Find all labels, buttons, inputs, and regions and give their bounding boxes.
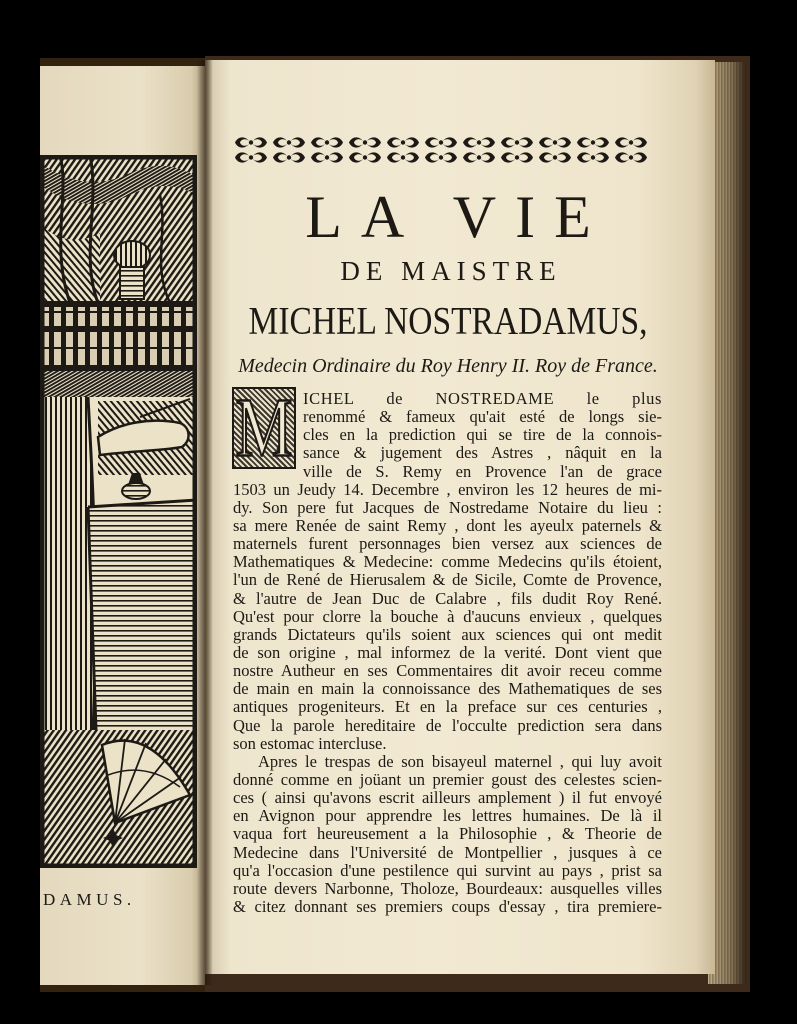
text-line: en Avignon pour apprendre les lettres humaines. De là il — [233, 806, 662, 826]
left-page-caption: DAMUS. — [43, 890, 136, 909]
page-title: LA VIE — [305, 184, 610, 250]
open-book-table — [88, 500, 197, 730]
writing-hand — [98, 399, 197, 475]
woodcut-illustration — [40, 155, 197, 868]
text-line: sance & jugement des Astres , nâquit en la — [303, 443, 662, 463]
drop-cap-initial — [232, 387, 296, 469]
dark-band — [40, 371, 197, 397]
text-line: antiques progeniteurs. Et en la preface sur ces centuries , — [233, 697, 662, 717]
text-line: maternels furent personnages bien versez aux sciences de — [233, 534, 662, 554]
text-line: cles en la prediction qui se tire de la connois- — [303, 425, 662, 445]
drop-cap-letter: M — [235, 387, 293, 469]
text-line: Apres le trespas de son bisayeul maternel , qui luy avoit — [258, 751, 662, 771]
text-line: Medecine dans l'Université de Montpellier , jusques à ce — [233, 842, 662, 862]
text-line: qu'a l'occasion d'une pestilence qui survint au pays , prist sa — [233, 860, 662, 880]
text-line: Que la parole hereditaire de l'occulte prediction sera dans — [233, 715, 662, 735]
text-line: ICHEL de NOSTREDAME le plus — [303, 389, 662, 408]
text-line: 1503 un Jeudy 14. Decembre , environ les 12 heures de mi- — [233, 479, 662, 499]
text-line: & l'autre de Jean Duc de Calabre , fils dudit Roy René. — [233, 588, 662, 608]
text-line: l'un de René de Hierusalem & de Sicile, Comte de Provence, — [233, 570, 662, 590]
text-line: de main en main la connoissance des Mathematiques de ses — [233, 679, 662, 699]
text-line: Mathematiques & Medecine: comme Medecins qu'ils étoient, — [233, 552, 662, 572]
bookshelf — [40, 301, 197, 371]
text-line: sa mere Renée de saint Remy , dont les ayeulx paternels & — [233, 515, 662, 535]
drapery — [40, 155, 197, 303]
title-prefix: DE MAISTRE — [340, 256, 562, 286]
text-line: vaqua fort heureusement a la Philosophie , & Theorie de — [233, 824, 662, 844]
book-gutter — [197, 60, 213, 985]
text-line: de son origine , mal informez de la verité. Dont vient que — [233, 642, 662, 662]
text-line: donné comme en joüant un premier goust des celestes scien- — [233, 769, 662, 789]
text-line: route devers Narbonne, Tholoze, Bourdeaux: ausquelles villes — [233, 878, 662, 898]
left-page — [40, 66, 208, 985]
body-text — [233, 387, 662, 916]
text-line: son estomac intercluse. — [233, 733, 387, 753]
title-subtitle: Medecin Ordinaire du Roy Henry II. Roy de France. — [238, 355, 658, 377]
text-line: Qu'est pour clorre la bouche à d'aucuns envieux , quelques — [233, 606, 662, 626]
text-line: ces ( ainsi qu'avons escrit ailleurs amplement ) il fut envoyé — [233, 788, 662, 808]
armillary-lamp — [114, 241, 150, 299]
text-line: renommé & fameux qu'ait esté de longs sie- — [303, 407, 662, 427]
title-name: MICHEL NOSTRADAMUS, — [248, 299, 648, 344]
text-line: ville de S. Remy en Provence l'an de grace — [303, 461, 662, 481]
fleuron-band-icon — [232, 135, 650, 168]
text-line: grands Dictateurs qu'ils soient aux sciences qui ont medit — [233, 624, 662, 644]
text-line: & citez donnant ses premiers coups d'essay , tira premiere- — [233, 896, 662, 916]
scholar-robe — [40, 397, 95, 755]
right-page — [205, 60, 715, 974]
text-line: dy. Son pere fut Jacques de Nostredame Notaire du lieu : — [233, 497, 662, 517]
text-line: nostre Autheur en ses Commentaires dit avoir receu comme — [233, 661, 662, 681]
